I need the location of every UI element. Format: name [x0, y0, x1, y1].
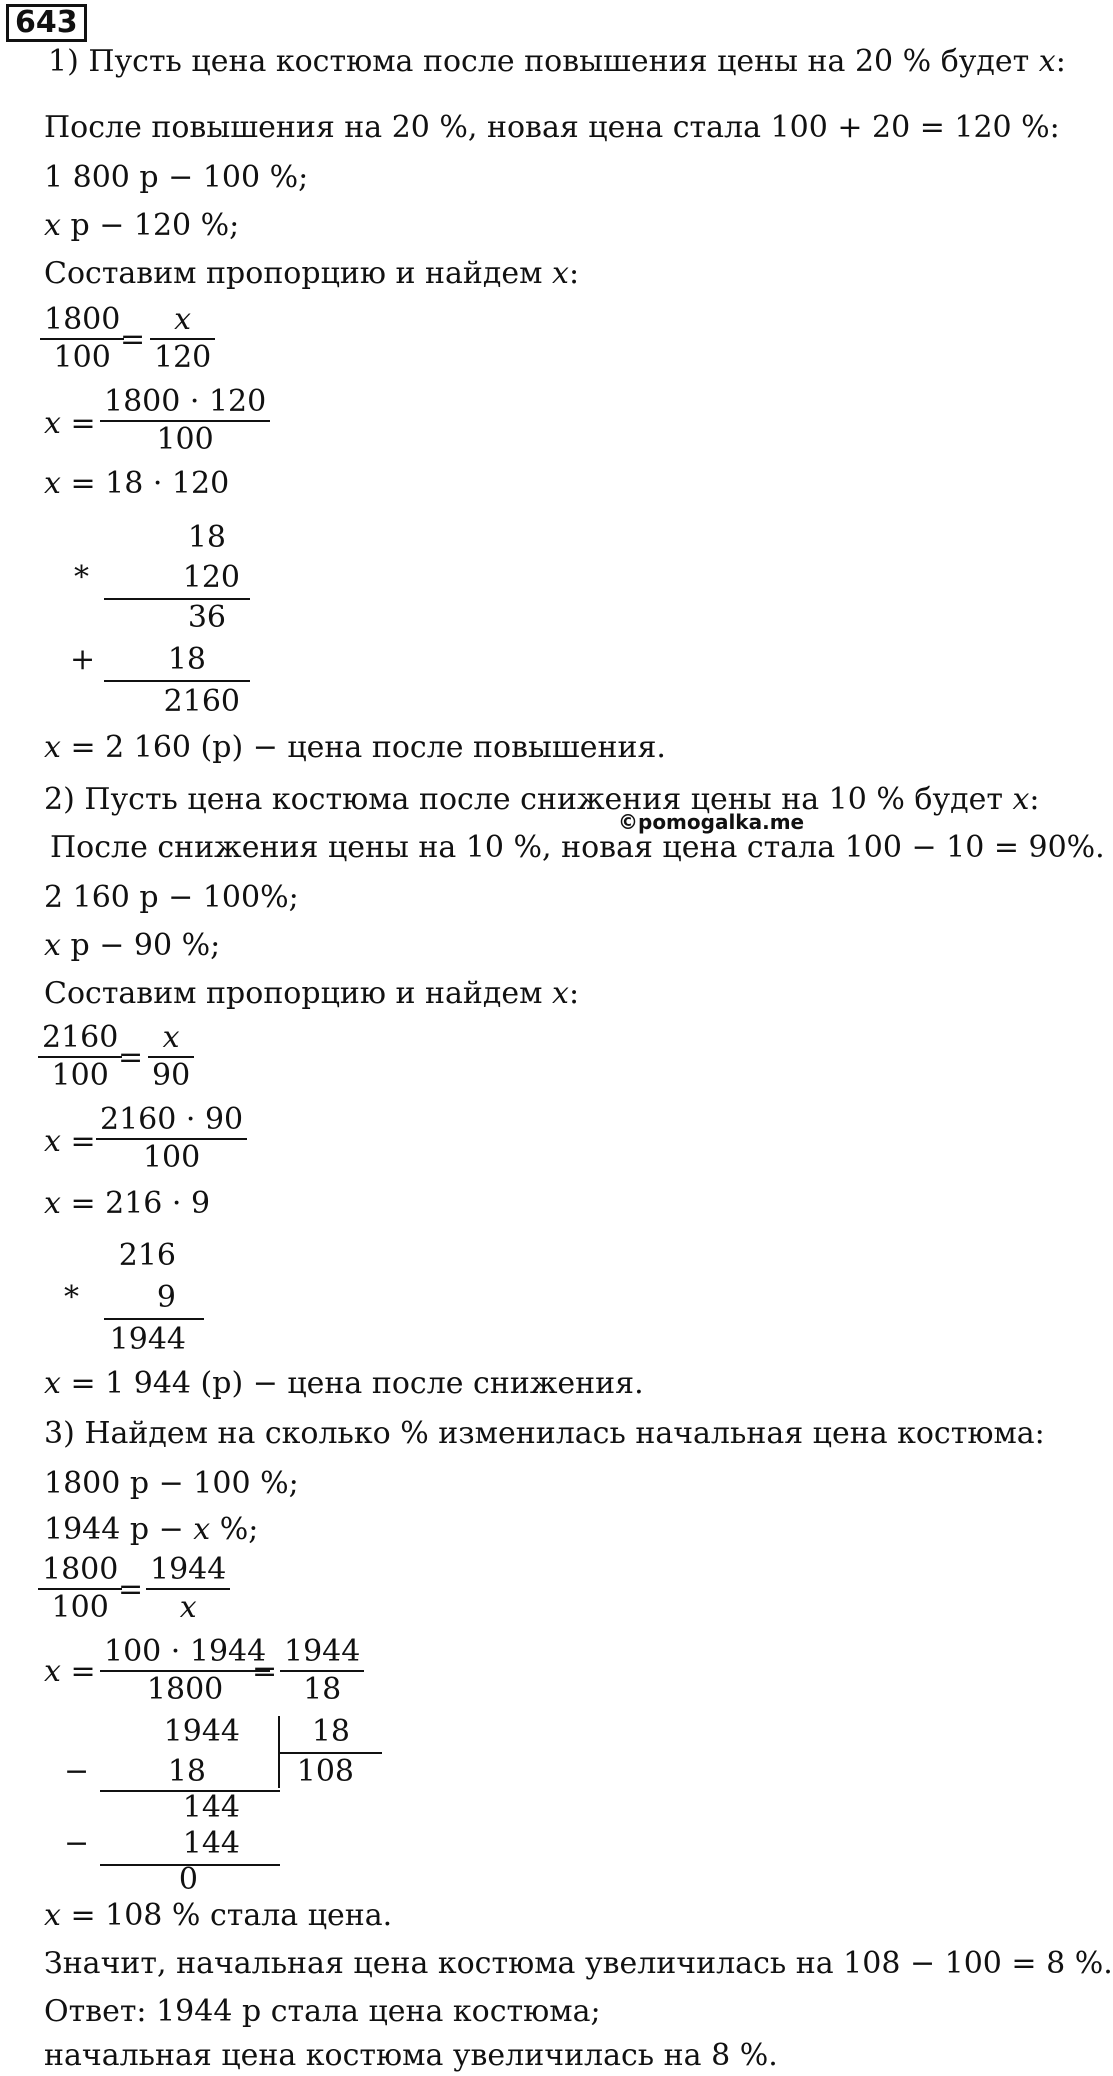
s3-line-3: 1944 р − x %; [44, 1512, 259, 1547]
s3-div-quotient: 108 [296, 1754, 354, 1789]
s1-line-5: Составим пропорцию и найдем x: [44, 256, 580, 291]
s2-mult-sign: * [64, 1280, 79, 1315]
s2-mult-a: 216 [118, 1238, 176, 1273]
s2-fraction-3: $\frac{2160 \cdot 90}{100}$ [96, 1102, 247, 1176]
s2-equals-1: = [118, 1040, 144, 1075]
watermark: ©pomogalka.me [618, 810, 805, 834]
s2-mult-result: 1944 [109, 1322, 186, 1357]
s1-line-3: 1 800 р − 100 %; [44, 160, 309, 195]
s3-line-2: 1800 р − 100 %; [44, 1466, 299, 1501]
s3-div-divisor: 18 [311, 1714, 350, 1749]
s3-div-rem-1: 144 [182, 1790, 240, 1825]
s1-mult-p2: 18 [167, 642, 206, 677]
s1-result: x = 2 160 (р) − цена после повышения. [44, 730, 666, 765]
s3-fraction-2: $\frac{1944}{x}$ [146, 1552, 230, 1626]
s3-div-dividend: 1944 [163, 1714, 240, 1749]
s2-line-2: После снижения цены на 10 %, новая цена стала 100 − 10 = 90%. [50, 830, 1105, 865]
s3-answer-2: начальная цена костюма увеличилась на 8 %. [44, 2038, 778, 2073]
s3-answer-1: Ответ: 1944 р стала цена костюма; [44, 1994, 601, 2029]
s1-fraction-2: $\frac{x}{120}$ [150, 302, 215, 376]
s2-result: x = 1 944 (р) − цена после снижения. [44, 1366, 644, 1401]
s1-mult-p1: 36 [187, 600, 226, 635]
s1-line-2: После повышения на 20 %, новая цена стала 100 + 20 = 120 %: [44, 110, 1060, 145]
s3-equals-1: = [118, 1572, 144, 1607]
s3-fraction-3: $\frac{100 \cdot 1944}{1800}$ [100, 1634, 270, 1708]
problem-number: 643 [6, 4, 87, 42]
s2-line-4: x р − 90 %; [44, 928, 221, 963]
s1-fraction-3: $\frac{1800 \cdot 120}{100}$ [100, 384, 270, 458]
s3-line-1: 3) Найдем на сколько % изменилась начальная цена костюма: [44, 1416, 1045, 1451]
s1-equals-1: = [120, 322, 146, 357]
s1-plus-sign: + [70, 642, 96, 677]
s3-conclusion: Значит, начальная цена костюма увеличилась на 108 − 100 = 8 %. [44, 1946, 1113, 1981]
s3-div-sub-2: 144 [182, 1826, 240, 1861]
s2-mult-b: 9 [156, 1280, 176, 1315]
s3-fraction-4: $\frac{1944}{18}$ [280, 1634, 364, 1708]
s2-fraction-1: $\frac{2160}{100}$ [38, 1020, 122, 1094]
s1-mult-b: 120 [182, 560, 240, 595]
s1-fraction-1: $\frac{1800}{100}$ [40, 302, 124, 376]
s2-line-5: Составим пропорцию и найдем x: [44, 976, 580, 1011]
s3-result: x = 108 % стала цена. [44, 1898, 393, 1933]
s1-line-4: x р − 120 %; [44, 208, 240, 243]
s3-div-sub-1: 18 [167, 1754, 206, 1789]
s1-mult-a: 18 [187, 520, 226, 555]
s1-mult-result: 2160 [163, 684, 240, 719]
s1-line-6: x = 18 · 120 [44, 466, 230, 501]
s1-mult-rule-2 [104, 680, 250, 682]
s3-div-minus-2: − [64, 1826, 90, 1861]
s2-fraction-2: $\frac{x}{90}$ [148, 1020, 194, 1094]
s2-line-6: x = 216 · 9 [44, 1186, 211, 1221]
s3-div-minus-1: − [64, 1754, 90, 1789]
s2-x-equals-2: x = [44, 1124, 96, 1159]
s3-x-equals-2: x = [44, 1654, 96, 1689]
s3-equals-2: = [252, 1654, 278, 1689]
s3-div-rem-2: 0 [178, 1862, 198, 1897]
s3-fraction-1: $\frac{1800}{100}$ [38, 1552, 122, 1626]
s1-mult-sign: * [74, 560, 89, 595]
s2-line-3: 2 160 р − 100%; [44, 880, 299, 915]
s2-line-1: 2) Пусть цена костюма после снижения цены на 10 % будет x: [44, 782, 1040, 817]
s1-line-1: 1) Пусть цена костюма после повышения цены на 20 % будет x: [48, 44, 1066, 79]
s2-mult-rule [104, 1318, 204, 1320]
s1-x-equals-2: x = [44, 406, 96, 441]
